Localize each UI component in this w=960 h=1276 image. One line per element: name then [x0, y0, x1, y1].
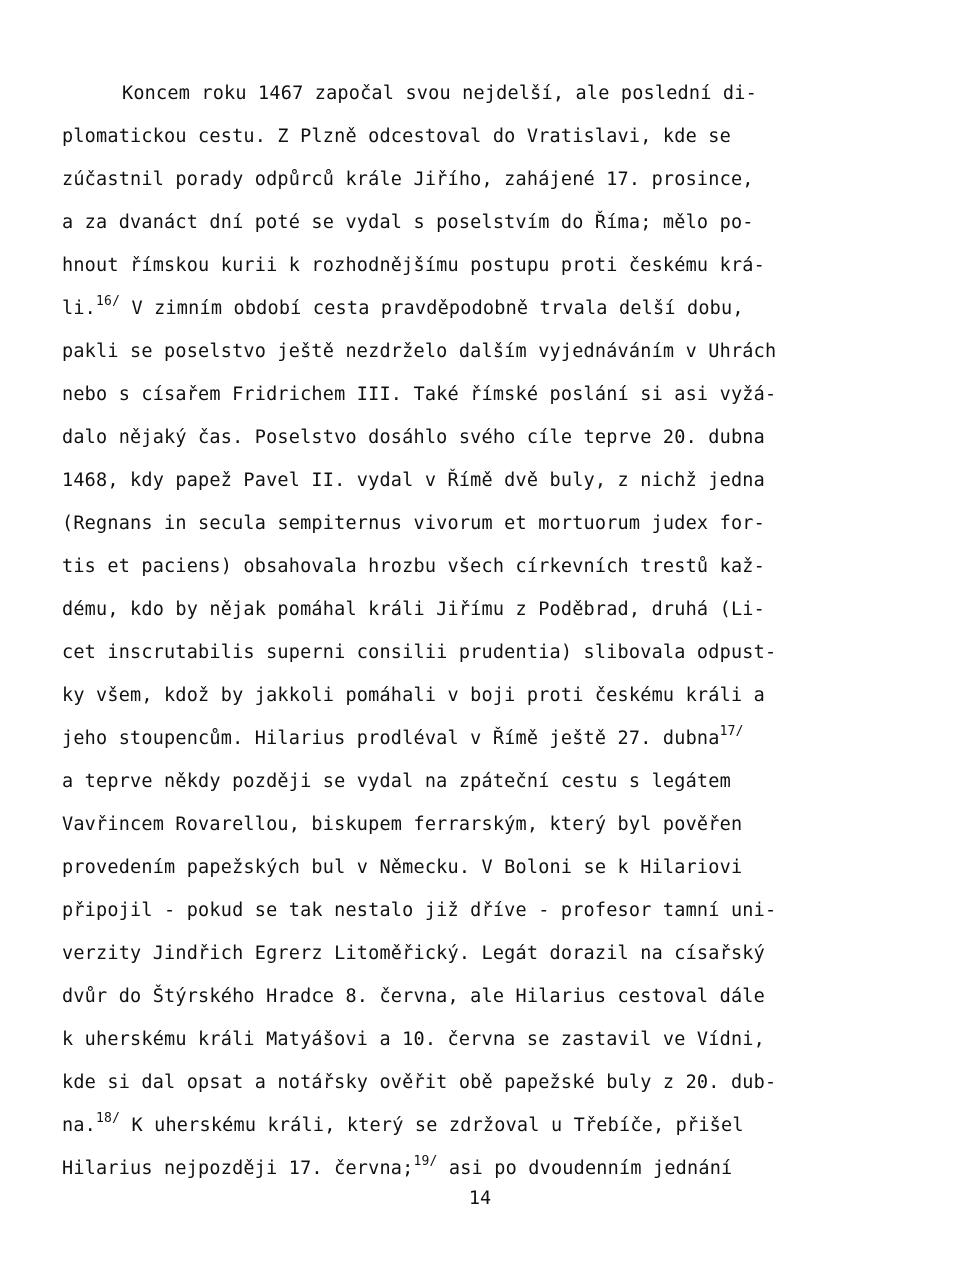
- footnote-reference: 17/: [719, 724, 744, 739]
- footnote-reference: 16/: [96, 294, 121, 309]
- line-text: asi po dvoudenním jednání: [437, 1158, 733, 1179]
- text-line: dalo nějaký čas. Poselstvo dosáhlo svého cíle teprve 20. dubna: [62, 427, 765, 448]
- text-line: dvůr do Štýrského Hradce 8. června, ale Hilarius cestoval dále: [62, 986, 765, 1007]
- text-line: a teprve někdy později se vydal na zpáteční cestu s legátem: [62, 771, 731, 792]
- body-text: [62, 72, 882, 1190]
- text-line: a za dvanáct dní poté se vydal s poselstvím do Říma; mělo po-: [62, 212, 754, 233]
- text-line: [62, 287, 882, 330]
- text-line: [62, 1104, 882, 1147]
- line-text: li.: [62, 298, 97, 319]
- text-line: ky všem, kdož by jakkoli pomáhali v boji proti českému králi a: [62, 685, 765, 706]
- line-text: Hilarius nejpozději 17. června;: [62, 1158, 414, 1179]
- text-line: dému, kdo by nějak pomáhal králi Jiřímu z Poděbrad, druhá (Li-: [62, 599, 765, 620]
- text-line: nebo s císařem Fridrichem III. Také římské poslání si asi vyžá-: [62, 384, 777, 405]
- page-number: 14: [468, 1188, 492, 1209]
- line-text: na.: [62, 1115, 97, 1136]
- text-line: Vavřincem Rovarellou, biskupem ferrarským, který byl pověřen: [62, 814, 743, 835]
- text-line: cet inscrutabilis superni consilii prudentia) slibovala odpust-: [62, 642, 777, 663]
- text-line: 1468, kdy papež Pavel II. vydal v Římě dvě buly, z nichž jedna: [62, 470, 765, 491]
- footnote-reference: 19/: [413, 1154, 438, 1169]
- line-text: V zimním období cesta pravděpodobně trvala delší dobu,: [120, 298, 744, 319]
- text-line: připojil - pokud se tak nestalo již dříve - profesor tamní uni-: [62, 900, 777, 921]
- text-line: zúčastnil porady odpůrců krále Jiřího, zahájené 17. prosince,: [62, 169, 754, 190]
- text-line: hnout římskou kurii k rozhodnějšímu postupu proti českému krá-: [62, 255, 765, 276]
- text-line: [62, 717, 882, 760]
- text-line: pakli se poselstvo ještě nezdrželo dalším vyjednáváním v Uhrách: [62, 341, 777, 362]
- line-text: jeho stoupencům. Hilarius prodléval v Římě ještě 27. dubna: [62, 728, 720, 749]
- text-line: plomatickou cestu. Z Plzně odcestoval do Vratislavi, kde se: [62, 126, 731, 147]
- footnote-reference: 18/: [96, 1111, 121, 1126]
- line-text: K uherskému králi, který se zdržoval u Třebíče, přišel: [120, 1115, 744, 1136]
- text-line: kde si dal opsat a notářsky ověřit obě papežské buly z 20. dub-: [62, 1072, 777, 1093]
- text-line: Koncem roku 1467 započal svou nejdelší, ale poslední di-: [122, 83, 757, 104]
- text-line: verzity Jindřich Egrerz Litoměřický. Legát dorazil na císařský: [62, 943, 765, 964]
- text-line: (Regnans in secula sempiternus vivorum et mortuorum judex for-: [62, 513, 765, 534]
- text-line: provedením papežských bul v Německu. V Boloni se k Hilariovi: [62, 857, 743, 878]
- text-line: tis et paciens) obsahovala hrozbu všech církevních trestů kaž-: [62, 556, 765, 577]
- text-line: [62, 1147, 882, 1190]
- text-line: k uherskému králi Matyášovi a 10. června se zastavil ve Vídni,: [62, 1029, 765, 1050]
